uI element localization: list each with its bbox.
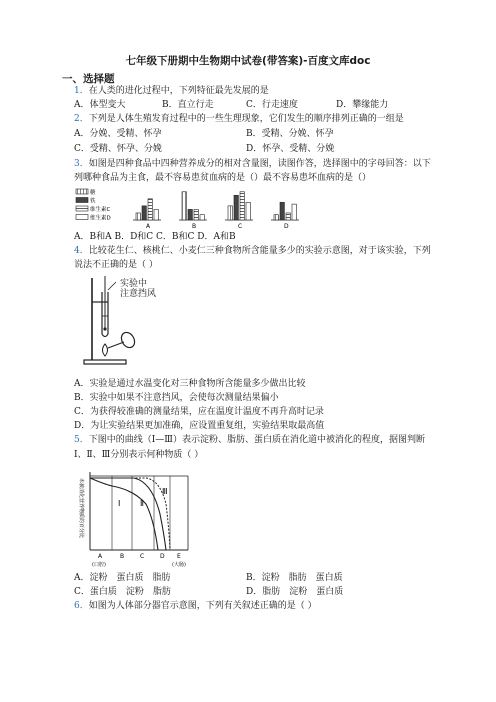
q2-number: 2． xyxy=(74,114,89,124)
curve-label-2: Ⅱ xyxy=(140,499,144,508)
q5-option-c[interactable]: C．蛋白质 淀粉 脂肪 xyxy=(74,587,171,597)
chart-legend xyxy=(76,188,111,222)
q6-number: 6． xyxy=(74,601,89,611)
q1-option-c[interactable]: C．行走速度 xyxy=(246,100,298,110)
legend-swatch-1 xyxy=(76,189,88,194)
q6-stem: 6．如图为人体部分器官示意图，下列有关叙述正确的是（ ） xyxy=(74,601,317,611)
bar-B-1 xyxy=(182,192,186,220)
bar-C-3 xyxy=(240,192,244,220)
bar-B-2 xyxy=(188,209,192,220)
q3-stem-line2: 列哪种食品为主食，最不容易患贫血病的是（）最不容易患坏血病的是（） xyxy=(74,173,372,183)
bar-D-2 xyxy=(280,202,284,220)
q2-option-a[interactable]: A．分娩、受精、怀孕 xyxy=(74,129,162,139)
bar-A-4 xyxy=(154,209,158,220)
bar-B-3 xyxy=(194,209,198,220)
q5-stem-line2: Ⅰ、Ⅱ、Ⅲ分别表示何种物质（ ） xyxy=(74,450,204,460)
q4-option-a[interactable]: A．实验是通过水温变化对三种食物所含能量多少做出比较 xyxy=(74,379,306,389)
q4-option-b[interactable]: B．实验中如果不注意挡风，会使每次测量结果偏小 xyxy=(74,393,279,403)
section-heading: 一、选择题 xyxy=(62,73,115,85)
x-label-e: E xyxy=(177,553,181,560)
legend-label-4: 维生素D xyxy=(90,215,111,222)
q1-option-b[interactable]: B．直立行走 xyxy=(162,100,214,110)
q4-stem-line1: 4．比较花生仁、核桃仁、小麦仁三种食物所含能量多少的实验示意图，对于该实验，下列 xyxy=(74,246,431,256)
q2-option-b[interactable]: B．受精、分娩、怀孕 xyxy=(246,129,334,139)
q1-stem: 1．在人类的进化过程中，下列特征最先发展的是 xyxy=(74,86,269,96)
bar-D-1 xyxy=(274,215,278,220)
bar-A-3 xyxy=(148,199,152,220)
legend-swatch-3 xyxy=(76,206,88,211)
bar-B-4 xyxy=(200,215,204,220)
q4-option-d[interactable]: D．为让实验结果更加准确，应设置重复组，实验结果取最高值 xyxy=(74,421,325,431)
category-label-B: B xyxy=(192,223,197,230)
q1-option-a[interactable]: A．体型变大 xyxy=(74,100,126,110)
q5-stem-line1: 5．下图中的曲线（Ⅰ—Ⅲ）表示淀粉、脂肪、蛋白质在消化道中被消化的程度，据图判断 xyxy=(74,435,425,445)
x-label-a: A xyxy=(98,553,103,560)
q4-stem-line2: 说法不正确的是（ ） xyxy=(74,260,158,270)
x-label-c: C xyxy=(140,553,145,560)
q5-option-d[interactable]: D．脂肪 淀粉 蛋白质 xyxy=(246,587,344,597)
bar-A-1 xyxy=(136,213,140,220)
bar-C-4 xyxy=(246,202,250,220)
nutrient-bar-chart xyxy=(74,186,314,230)
bar-D-3 xyxy=(286,213,290,220)
x-label-b: B xyxy=(120,553,125,560)
digestion-curve-figure xyxy=(74,464,194,570)
q5-number: 5． xyxy=(74,435,89,445)
legend-label-2: 铁 xyxy=(90,198,96,205)
page-title: 七年级下册期中生物期中试卷(带答案)-百度文库doc xyxy=(125,55,371,67)
q1-number: 1． xyxy=(74,86,89,96)
chart-bars xyxy=(133,192,299,220)
digestion-ylabel: 未被消化营养物质的百分比 xyxy=(78,478,84,539)
q5-option-b[interactable]: B．淀粉 脂肪 蛋白质 xyxy=(246,573,343,583)
q5-option-a[interactable]: A．淀粉 蛋白质 脂肪 xyxy=(74,573,171,583)
q3-options[interactable]: A．B和A B．D和C C．B和C D．A和B xyxy=(74,232,236,242)
chart-category-labels xyxy=(146,223,289,230)
q2-stem: 2．下列是人体生殖发育过程中的一些生理现象，它们发生的顺序排列正确的一组是 xyxy=(74,114,404,124)
curve-label-1: Ⅰ xyxy=(118,499,121,508)
x-sub-large-intestine: (大肠) xyxy=(172,562,186,568)
x-sub-mouth: (口腔) xyxy=(92,562,106,568)
legend-swatch-2 xyxy=(76,198,88,203)
bar-D-4 xyxy=(292,204,296,220)
category-label-C: C xyxy=(238,223,243,230)
category-label-A: A xyxy=(146,223,151,230)
curve-label-3: Ⅲ xyxy=(162,487,168,496)
legend-swatch-4 xyxy=(76,215,88,220)
legend-label-3: 维生素C xyxy=(90,207,111,213)
q2-option-d[interactable]: D．怀孕、受精、分娩 xyxy=(246,144,335,154)
legend-label-1: 糖 xyxy=(90,190,96,196)
bar-C-2 xyxy=(234,195,238,220)
q4-option-c[interactable]: C．为获得较准确的测量结果，应在温度计温度不再升高时记录 xyxy=(74,407,324,417)
bar-A-2 xyxy=(142,206,146,220)
x-label-d: D xyxy=(160,553,165,560)
q3-number: 3． xyxy=(74,159,89,169)
q3-stem-line1: 3．如图是四种食品中四种营养成分的相对含量图，读图作答，选择图中的字母回答：以下 xyxy=(74,159,431,169)
fig-label: 实验中 注意挡风 xyxy=(120,279,157,299)
category-label-D: D xyxy=(284,223,289,230)
q4-number: 4． xyxy=(74,246,89,256)
bar-C-1 xyxy=(228,206,232,220)
q1-option-d[interactable]: D．攀缘能力 xyxy=(336,100,389,110)
q2-option-c[interactable]: C．受精、怀孕、分娩 xyxy=(74,144,162,154)
